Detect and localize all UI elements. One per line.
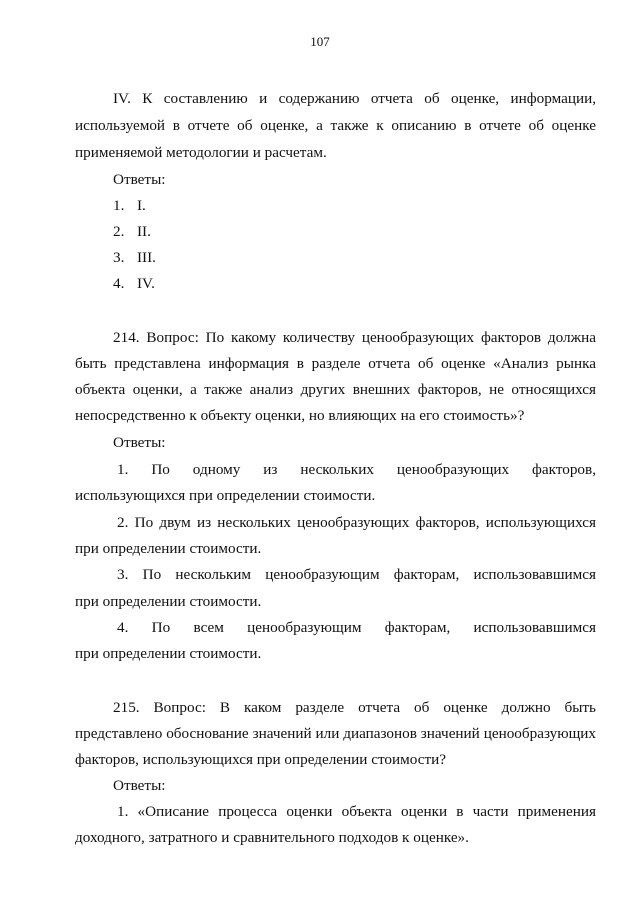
q214-answer-2-line-1: 2. По двум из нескольких ценообразующих факторов, использующихся [117,514,596,531]
option-text: III. [137,249,156,266]
q214-line-4: непосредственно к объекту оценки, но влияющих на его стоимость»? [75,407,525,424]
block-iv-line-1: IV. К составлению и содержанию отчета об оценке, информации, [113,90,596,107]
q214-line-1: 214. Вопрос: По какому количеству ценообразующих факторов должна [113,329,596,346]
option-number: 2. [113,223,125,240]
block-iv-line-2: используемой в отчете об оценке, а также к описанию в отчете об оценке [75,117,596,134]
q214-line-2: быть представлена информация в разделе отчета об оценке «Анализ рынка [75,355,596,372]
q214-answer-1-line-1: 1. По одному из нескольких ценообразующих факторов, [117,461,596,478]
q215-answer-1-line-2: доходного, затратного и сравнительного подходов к оценке». [75,829,469,846]
option-text: II. [137,223,151,240]
option-number: 4. [113,275,125,292]
q215-answer-1-line-1: 1. «Описание процесса оценки объекта оценки в части применения [117,803,596,820]
q214-line-3: объекта оценки, а также анализ других внешних факторов, не относящихся [75,381,596,398]
q214-answer-2-line-2: при определении стоимости. [75,540,262,557]
option-number: 3. [113,249,125,266]
q215-line-2: представлено обоснование значений или диапазонов значений ценообразующих [75,725,596,742]
q214-answer-4-line-2: при определении стоимости. [75,645,262,662]
q214-answer-4-line-1: 4. По всем ценообразующим факторам, использовавшимся [117,619,596,636]
q215-line-3: факторов, использующихся при определении стоимости? [75,751,446,768]
block-iv-answers-label: Ответы: [113,171,166,188]
option-number: 1. [113,197,125,214]
option-text: I. [137,197,146,214]
block-iv-line-3: применяемой методологии и расчетам. [75,144,327,161]
q214-answer-3-line-2: при определении стоимости. [75,593,262,610]
q214-answer-3-line-1: 3. По нескольким ценообразующим факторам, использовавшимся [117,566,596,583]
q214-answer-1-line-2: использующихся при определении стоимости. [75,487,376,504]
option-text: IV. [137,275,155,292]
q215-answers-label: Ответы: [113,777,166,794]
q215-line-1: 215. Вопрос: В каком разделе отчета об оценке должно быть [113,699,596,716]
page-number: 107 [310,34,330,49]
q214-answers-label: Ответы: [113,434,166,451]
